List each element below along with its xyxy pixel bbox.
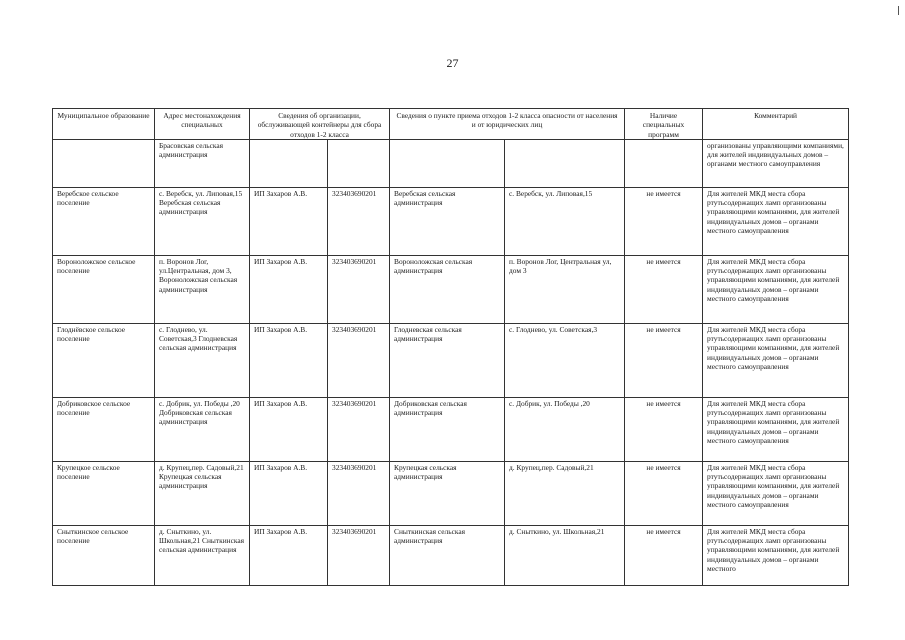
cell-municipality: Добриковское сельское поселение <box>53 397 155 461</box>
cell-org-inn: 323403690201 <box>328 525 390 585</box>
cell-org-name <box>250 139 328 187</box>
cell-point-address: с. Добрик, ул. Победы ,20 <box>505 397 625 461</box>
cell-address: с. Веребск, ул. Липовая,15 Веребская сельская администрация <box>155 187 250 255</box>
cell-address: п. Воронов Лог, ул.Центральная, дом 3, Вороноложская сельская администрация <box>155 255 250 323</box>
cell-address: Брасовская сельская администрация <box>155 139 250 187</box>
page-number: 27 <box>446 56 459 70</box>
cell-org-name: ИП Захаров А.В. <box>250 525 328 585</box>
table-row <box>53 255 849 323</box>
header-address: Адрес местонахождения специальных <box>155 109 250 140</box>
cell-point-address: п. Воронов Лог, Центральная ул, дом 3 <box>505 255 625 323</box>
cell-org-inn: 323403690201 <box>328 461 390 525</box>
cell-point-address: с. Глоднево, ул. Советская,3 <box>505 323 625 397</box>
cell-point-name <box>390 139 505 187</box>
cell-point-name: Глодневская сельская администрация <box>390 323 505 397</box>
cell-programs: не имеется <box>625 187 703 255</box>
cell-point-address: д. Сныткино, ул. Школьная,21 <box>505 525 625 585</box>
cell-comment: Для жителей МКД места сбора ртутьсодержащих ламп организованы управляющими компаниями, для жителей индивидуальных домов – органами местного самоуправления <box>703 255 849 323</box>
cell-comment: Для жителей МКД места сбора ртутьсодержащих ламп организованы управляющими компаниями, для жителей индивидуальных домов – органами местного самоуправления <box>703 461 849 525</box>
header-municipality: Муниципальное образование <box>53 109 155 140</box>
cell-point-address <box>505 139 625 187</box>
cell-municipality: Сныткинское сельское поселение <box>53 525 155 585</box>
cell-programs <box>625 139 703 187</box>
cell-org-name: ИП Захаров А.В. <box>250 397 328 461</box>
header-organization: Сведения об организации, обслуживающей контейнеры для сбора отходов 1-2 класса <box>250 109 390 140</box>
cell-address: д. Сныткино, ул. Школьная,21 Сныткинская сельская администрация <box>155 525 250 585</box>
cell-org-name: ИП Захаров А.В. <box>250 461 328 525</box>
cell-org-inn <box>328 139 390 187</box>
cell-point-address: д. Крупец,пер. Садовый,21 <box>505 461 625 525</box>
cell-programs: не имеется <box>625 323 703 397</box>
table-row <box>53 187 849 255</box>
cell-municipality: Веребское сельское поселение <box>53 187 155 255</box>
cell-org-inn: 323403690201 <box>328 187 390 255</box>
cell-comment: Для жителей МКД места сбора ртутьсодержащих ламп организованы управляющими компаниями, для жителей индивидуальных домов – органами местного <box>703 525 849 585</box>
cell-org-inn: 323403690201 <box>328 255 390 323</box>
cell-programs: не имеется <box>625 525 703 585</box>
cell-org-name: ИП Захаров А.В. <box>250 323 328 397</box>
header-collection-point: Сведения о пункте приема отходов 1-2 класса опасности от населения и от юридических лиц <box>390 109 625 140</box>
header-programs: Наличие специальных программ <box>625 109 703 140</box>
table-row <box>53 323 849 397</box>
table-row <box>53 461 849 525</box>
cell-point-name: Веребская сельская администрация <box>390 187 505 255</box>
cell-point-name: Крупецкая сельская администрация <box>390 461 505 525</box>
cell-programs: не имеется <box>625 255 703 323</box>
table-row <box>53 397 849 461</box>
scan-edge-mark <box>898 6 899 15</box>
cell-org-inn: 323403690201 <box>328 397 390 461</box>
table-row <box>53 525 849 585</box>
header-row <box>53 109 849 140</box>
cell-point-name: Вороноложская сельская администрация <box>390 255 505 323</box>
cell-org-name: ИП Захаров А.В. <box>250 187 328 255</box>
cell-comment: Для жителей МКД места сбора ртутьсодержащих ламп организованы управляющими компаниями, для жителей индивидуальных домов – органами местного самоуправления <box>703 397 849 461</box>
cell-address: с. Добрик, ул. Победы ,20 Добриковская сельская администрация <box>155 397 250 461</box>
cell-point-name: Сныткинская сельская администрация <box>390 525 505 585</box>
cell-org-inn: 323403690201 <box>328 323 390 397</box>
cell-municipality <box>53 139 155 187</box>
cell-municipality: Крупецкое сельское поселение <box>53 461 155 525</box>
cell-address: с. Глоднево, ул. Советская,3 Глодневская сельская администрация <box>155 323 250 397</box>
cell-comment: Для жителей МКД места сбора ртутьсодержащих ламп организованы управляющими компаниями, для жителей индивидуальных домов – органами местного самоуправления <box>703 323 849 397</box>
cell-comment: Для жителей МКД места сбора ртутьсодержащих ламп организованы управляющими компаниями, для жителей индивидуальных домов – органами местного самоуправления <box>703 187 849 255</box>
cell-address: д. Крупец,пер. Садовый,21 Крупецкая сельская администрация <box>155 461 250 525</box>
cell-org-name: ИП Захаров А.В. <box>250 255 328 323</box>
cell-programs: не имеется <box>625 397 703 461</box>
cell-point-address: с. Веребск, ул. Липовая,15 <box>505 187 625 255</box>
cell-municipality: Вороноложское сельское поселение <box>53 255 155 323</box>
cell-programs: не имеется <box>625 461 703 525</box>
cell-comment: организованы управляющими компаниями, для жителей индивидуальных домов – органами местного самоуправления <box>703 139 849 187</box>
cell-municipality: Глоднёвское сельское поселение <box>53 323 155 397</box>
waste-collection-table <box>52 108 849 586</box>
cell-point-name: Добриковская сельская администрация <box>390 397 505 461</box>
table-row <box>53 139 849 187</box>
header-comment: Комментарий <box>703 109 849 140</box>
